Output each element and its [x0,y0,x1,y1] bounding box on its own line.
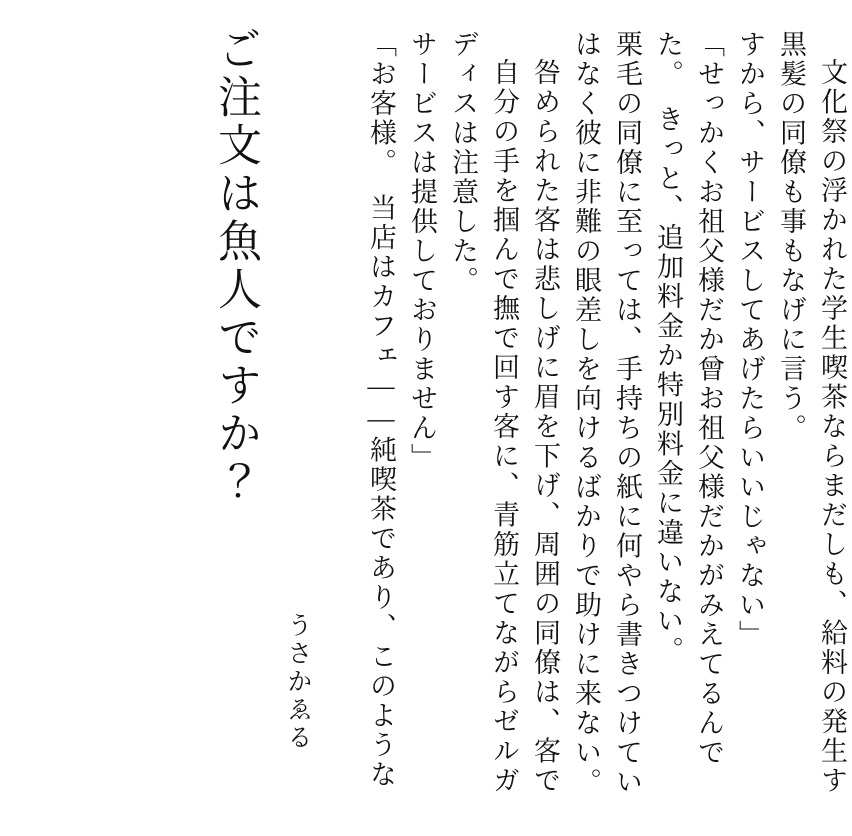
body-column: 文化祭の浮かれた学生喫茶ならまだしも、給料の発生す [817,58,847,796]
body-column: 自分の手を掴んで撫で回す客に、青筋立てながらゼルガ [489,58,519,796]
body-column: 「せっかくお祖父様だか曾お祖父様だかがみえてるんで [694,30,724,768]
page-title: ご注文は魚人ですか？ [211,26,260,506]
body-column: ディスは注意した。 [448,30,478,296]
author-name: うさかゑる [284,612,311,752]
body-column: 黒髪の同僚も事もなげに言う。 [776,30,806,443]
body-column: 咎められた客は悲しげに眉を下げ、周囲の同僚は、客で [530,58,560,796]
body-column: 「お客様。 当店はカフェ――純喫茶であり、このような [366,30,396,790]
body-column: すから、サービスしてあげたらいいじゃない」 [735,30,765,650]
body-column: はなく彼に非難の眼差しを向けるばかりで助けに来ない。 [571,30,601,797]
vertical-text-flow [207,0,852,836]
body-column: サービスは提供しておりません」 [407,30,437,473]
body-column: た。 きっと、追加料金か特別料金に違いない。 [653,30,683,666]
body-column: 栗毛の同僚に至っては、手持ちの紙に何やら書きつけてい [612,30,642,797]
title-body-spacer [334,0,360,836]
